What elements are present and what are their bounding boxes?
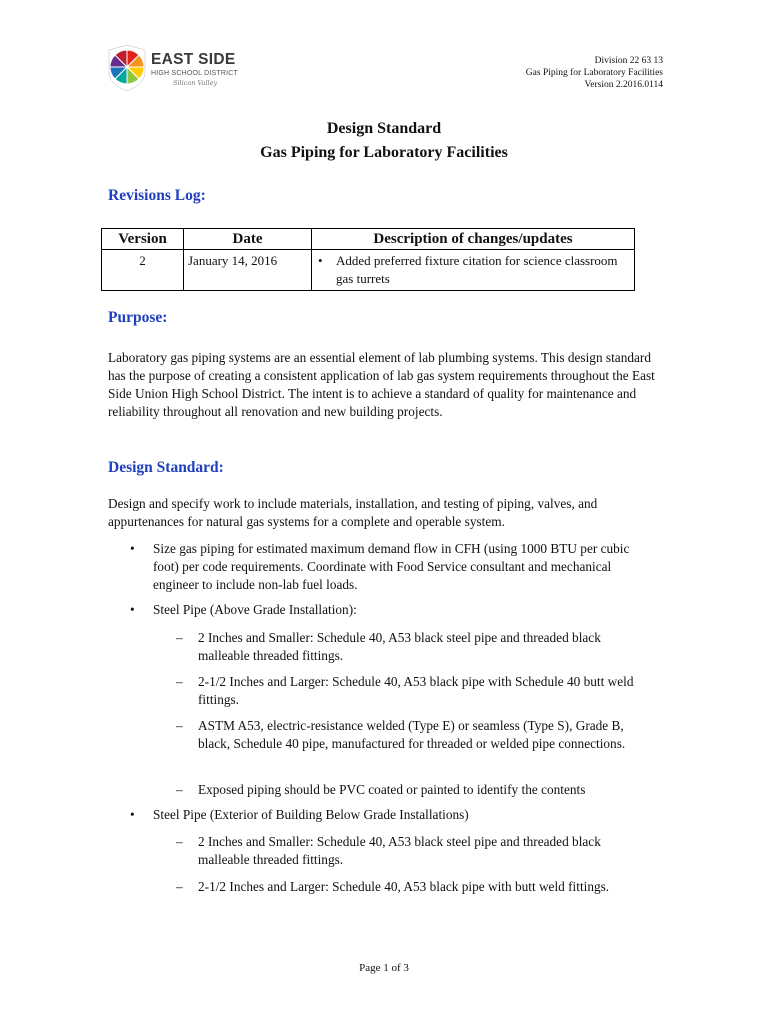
cell-description [312, 250, 635, 291]
logo-subtitle: HIGH SCHOOL DISTRICT [151, 70, 238, 77]
page-number: Page 1 of 3 [359, 962, 409, 974]
bullet-mark: • [318, 253, 323, 268]
dash-mark: – [176, 834, 183, 849]
logo-name: EAST SIDE [151, 51, 236, 68]
dash-mark: – [176, 718, 183, 733]
logo-tagline: Silicon Valley [173, 79, 218, 87]
sub-list-item-text: 2-1/2 Inches and Larger: Schedule 40, A53 black pipe with butt weld fittings. [198, 879, 610, 894]
document-title: Design Standard [326, 120, 442, 137]
list-item-text: Steel Pipe (Exterior of Building Below Grade Installations) [153, 807, 469, 822]
column-header-version: Version [102, 229, 184, 250]
column-header-date: Date [184, 229, 312, 250]
cell-version: 2 [102, 250, 184, 291]
dash-mark: – [176, 782, 183, 797]
document-subtitle: Gas Piping for Laboratory Facilities [260, 144, 508, 161]
table-row [102, 250, 635, 291]
document-header [526, 55, 663, 91]
sub-list-item-text: 2 Inches and Smaller: Schedule 40, A53 black steel pipe and threaded black malleable threaded fittings. [198, 630, 601, 663]
bullet-mark: • [130, 541, 135, 556]
logo-shield-icon [107, 44, 147, 92]
header-version: Version 2.2016.0114 [584, 80, 663, 90]
bullet-mark: • [130, 807, 135, 822]
description-text: Added preferred fixture citation for science classroom gas turrets [336, 253, 618, 286]
bullet-mark: • [130, 602, 135, 617]
dash-mark: – [176, 879, 183, 894]
revisions-table [101, 228, 635, 291]
design-intro-paragraph: Design and specify work to include materials, installation, and testing of piping, valves, and appurtenances for natural gas systems for a complete and operable system. [108, 496, 598, 529]
purpose-heading: Purpose: [108, 309, 168, 326]
list-item-text: Size gas piping for estimated maximum demand flow in CFH (using 1000 BTU per cubic foot) per code requirements. Coordinate with Food Service consultant and mechanical engineer to include non-lab fuel loads. [153, 541, 630, 592]
dash-mark: – [176, 674, 183, 689]
sub-list-item-text: ASTM A53, electric-resistance welded (Type E) or seamless (Type S), Grade B, black, Schedule 40 pipe, manufactured for threaded or welded pipe connections. [198, 718, 626, 751]
sub-list-item-text: Exposed piping should be PVC coated or painted to identify the contents [198, 782, 586, 797]
revisions-heading: Revisions Log: [108, 187, 206, 204]
header-subject: Gas Piping for Laboratory Facilities [525, 68, 663, 78]
dash-mark: – [176, 630, 183, 645]
purpose-paragraph: Laboratory gas piping systems are an essential element of lab plumbing systems. This design standard has the purpose of creating a consistent application of lab gas system requirements throughout the East Side Union High School District. The intent is to achieve a standard of quality for maintenance and reliability throughout all renovation and new building projects. [108, 350, 655, 419]
cell-date: January 14, 2016 [184, 250, 312, 291]
list-item-text: Steel Pipe (Above Grade Installation): [153, 602, 357, 617]
table-header-row [102, 229, 635, 250]
header-division: Division 22 63 13 [594, 56, 663, 66]
sub-list-item-text: 2-1/2 Inches and Larger: Schedule 40, A53 black pipe with Schedule 40 butt weld fittings. [198, 674, 634, 707]
sub-list-item-text: 2 Inches and Smaller: Schedule 40, A53 black steel pipe and threaded black malleable threaded fittings. [198, 834, 601, 867]
design-standard-heading: Design Standard: [108, 459, 224, 476]
district-logo [107, 44, 242, 92]
column-header-description: Description of changes/updates [312, 229, 635, 250]
